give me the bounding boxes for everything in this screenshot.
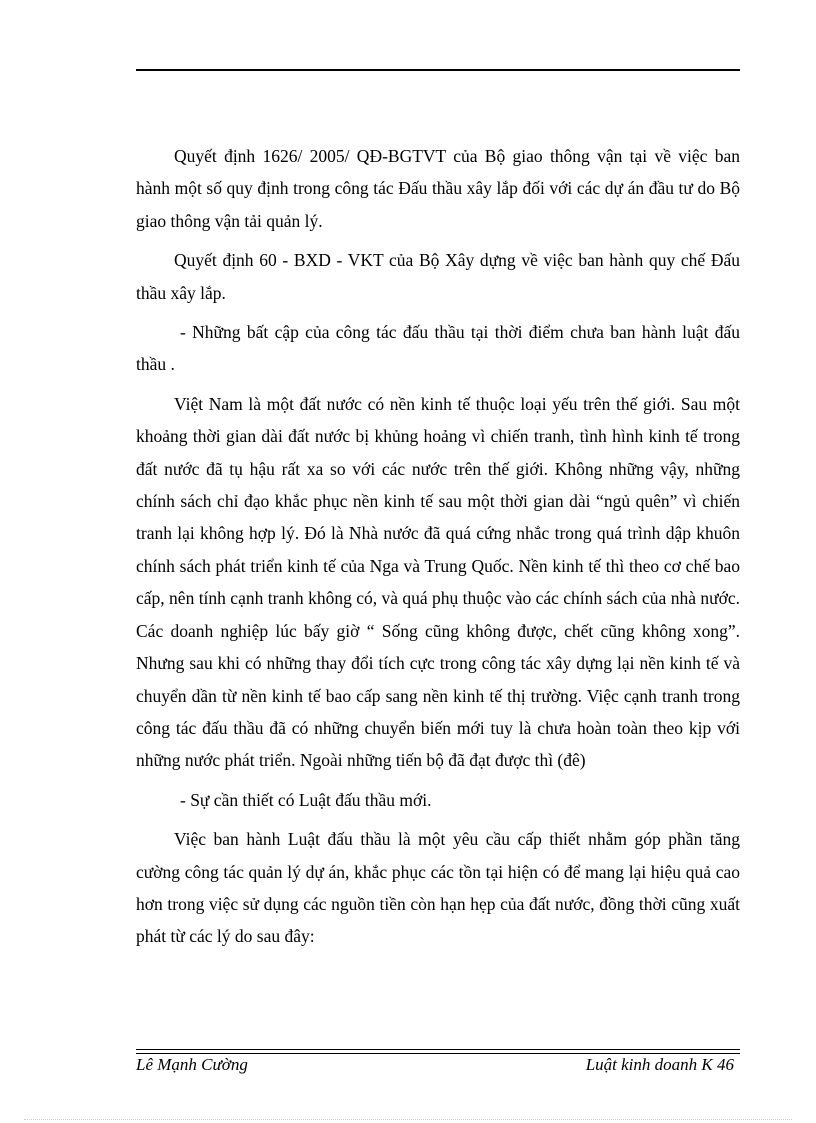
- page-body: [136, 140, 740, 960]
- footer-rule: [136, 1049, 740, 1054]
- paragraph-decision-1626: Quyết định 1626/ 2005/ QĐ-BGTVT của Bộ giao thông vận tại về việc ban hành một số quy định trong công tác Đấu thầu xây lắp đối với các dự án đầu tư do Bộ giao thông vận tải quản lý.: [136, 146, 740, 231]
- paragraph-shortcomings-heading: - Những bất cập của công tác đấu thầu tại thời điểm chưa ban hành luật đấu thầu .: [136, 322, 740, 375]
- footer-author: Lê Mạnh Cường: [136, 1055, 248, 1074]
- header-rule: [136, 69, 740, 71]
- paragraph-law-issuance: Việc ban hành Luật đấu thầu là một yêu cầu cấp thiết nhằm góp phần tăng cường công tác quản lý dự án, khắc phục các tồn tại hiện có để mang lại hiệu quả cao hơn trong việc sử dụng các nguồn tiền còn hạn hẹp của đất nước, đồng thời cũng xuất phát từ các lý do sau đây:: [136, 829, 740, 947]
- paragraph-vietnam-economy: Việt Nam là một đất nước có nền kinh tế thuộc loại yếu trên thế giới. Sau một khoảng thời gian dài đất nước bị khủng hoảng vì chiến tranh, tình hình kinh tế trong đất nước đã tụ hậu rất xa so với các nước trên thế giới. Không những vậy, những chính sách chỉ đạo khắc phục nền kinh tế sau một thời gian dài “ngủ quên” vì chiến tranh lại không hợp lý. Đó là Nhà nước đã quá cứng nhắc trong quá trình dập khuôn chính sách phát triển kinh tế của Nga và Trung Quốc. Nền kinh tế thì theo cơ chế bao cấp, nên tính cạnh tranh không có, và quá phụ thuộc vào các chính sách của nhà nước. Các doanh nghiệp lúc bấy giờ “ Sống cũng không được, chết cũng không xong”. Nhưng sau khi có những thay đổi tích cực trong công tác xây dựng lại nền kinh tế và chuyển dần từ nền kinh tế bao cấp sang nền kinh tế thị trường. Việc cạnh tranh trong công tác đấu thầu đã có những chuyển biến mới tuy là chưa hoàn toàn theo kịp với những nước phát triển. Ngoài những tiến bộ đã đạt được thì (đê): [136, 393, 740, 771]
- footer-course: Luật kinh doanh K 46: [585, 1055, 734, 1074]
- paragraph-decision-60: Quyết định 60 - BXD - VKT của Bộ Xây dựng về việc ban hành quy chế Đấu thầu xây lắp.: [136, 250, 740, 303]
- page-edge-divider: [24, 1119, 792, 1120]
- paragraph-necessity-heading: - Sự cần thiết có Luật đấu thầu mới.: [180, 789, 432, 810]
